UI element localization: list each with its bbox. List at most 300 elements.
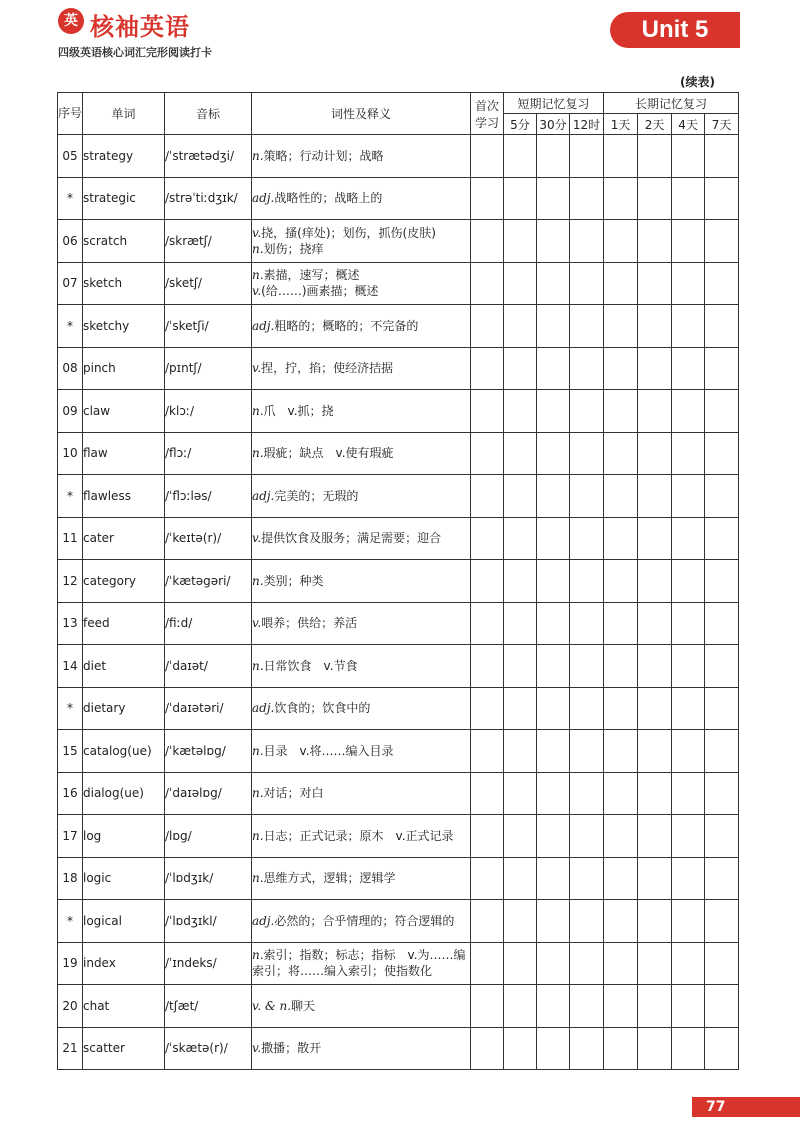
definition-line [252,573,470,589]
definition-line [252,241,470,257]
review-checkbox[interactable] [705,347,739,390]
review-checkbox[interactable] [537,220,570,263]
review-checkbox[interactable] [570,1027,604,1070]
phonetic-cell: /ˈskætə(r)/ [165,1027,252,1070]
meaning-text: 策略；行动计划；战略 [263,148,384,163]
review-checkbox[interactable] [537,687,570,730]
review-checkbox[interactable] [705,815,739,858]
review-checkbox[interactable] [638,560,672,603]
part-of-speech: v. & n. [252,998,292,1013]
review-checkbox[interactable] [672,602,705,645]
review-checkbox[interactable] [705,730,739,773]
review-checkbox[interactable] [604,432,638,475]
review-checkbox[interactable] [537,517,570,560]
review-checkbox[interactable] [537,985,570,1028]
review-checkbox[interactable] [705,645,739,688]
first-study-checkbox[interactable] [471,900,504,943]
phonetic-cell: /ˈdaɪət/ [165,645,252,688]
review-checkbox[interactable] [705,262,739,305]
review-checkbox[interactable] [604,347,638,390]
first-study-checkbox[interactable] [471,177,504,220]
review-checkbox[interactable] [705,560,739,603]
review-checkbox[interactable] [537,262,570,305]
header-long-2d: 2天 [638,114,672,135]
table-row [58,347,739,390]
word-cell: strategy [83,135,165,178]
word-cell: diet [83,645,165,688]
review-checkbox[interactable] [705,942,739,985]
row-number: 18 [58,857,83,900]
row-number: 06 [58,220,83,263]
review-checkbox[interactable] [604,220,638,263]
part-of-speech: n. [252,446,264,461]
header-word: 单词 [83,93,165,135]
vocabulary-table [57,92,739,1070]
definition-cell [252,560,471,603]
table-row [58,220,739,263]
review-checkbox[interactable] [604,390,638,433]
review-checkbox[interactable] [705,220,739,263]
review-checkbox[interactable] [638,942,672,985]
definition-line [252,267,470,283]
review-checkbox[interactable] [638,1027,672,1070]
word-cell: logical [83,900,165,943]
review-checkbox[interactable] [570,560,604,603]
phonetic-cell: /strəˈtiːdʒɪk/ [165,177,252,220]
phonetic-cell: /ˈɪndeks/ [165,942,252,985]
definition-line [252,445,470,461]
review-checkbox[interactable] [504,475,537,518]
review-checkbox[interactable] [570,390,604,433]
meaning-text: 瑕疵；缺点 v.使有瑕疵 [263,446,394,461]
table-row [58,1027,739,1070]
table-row [58,900,739,943]
review-checkbox[interactable] [504,985,537,1028]
first-study-checkbox[interactable] [471,730,504,773]
review-checkbox[interactable] [504,220,537,263]
review-checkbox[interactable] [604,560,638,603]
meaning-text: 日志；正式记录；原木 v.正式记录 [263,828,454,843]
review-checkbox[interactable] [537,730,570,773]
definition-cell [252,517,471,560]
meaning-text: 挠，搔(痒处)；划伤，抓伤(皮肤) [261,225,436,240]
definition-cell [252,815,471,858]
review-checkbox[interactable] [604,305,638,348]
review-checkbox[interactable] [537,942,570,985]
definition-line [252,488,470,504]
row-number: 20 [58,985,83,1028]
review-checkbox[interactable] [504,772,537,815]
meaning-text: 对话；对白 [263,786,324,801]
review-checkbox[interactable] [604,857,638,900]
brand-title: 核袖英语 [90,12,190,41]
review-checkbox[interactable] [672,432,705,475]
first-study-checkbox[interactable] [471,602,504,645]
first-study-checkbox[interactable] [471,432,504,475]
review-checkbox[interactable] [604,730,638,773]
review-checkbox[interactable] [537,135,570,178]
review-checkbox[interactable] [672,135,705,178]
review-checkbox[interactable] [570,432,604,475]
review-checkbox[interactable] [504,730,537,773]
review-checkbox[interactable] [638,135,672,178]
review-checkbox[interactable] [537,347,570,390]
phonetic-cell: /ˈlɒdʒɪkl/ [165,900,252,943]
review-checkbox[interactable] [504,135,537,178]
review-checkbox[interactable] [537,815,570,858]
table-row [58,687,739,730]
first-study-checkbox[interactable] [471,475,504,518]
review-checkbox[interactable] [604,942,638,985]
first-study-checkbox[interactable] [471,517,504,560]
review-checkbox[interactable] [570,220,604,263]
header-first-study: 首次学习 [471,93,504,135]
continued-label: (续表) [680,75,715,89]
review-checkbox[interactable] [604,135,638,178]
review-checkbox[interactable] [705,985,739,1028]
review-checkbox[interactable] [705,135,739,178]
review-checkbox[interactable] [570,475,604,518]
review-checkbox[interactable] [570,815,604,858]
meaning-text: 思维方式，逻辑；逻辑学 [263,871,396,886]
part-of-speech: v. [252,1041,262,1056]
review-checkbox[interactable] [672,517,705,560]
first-study-checkbox[interactable] [471,262,504,305]
definition-cell [252,177,471,220]
part-of-speech: v. [252,616,262,631]
review-checkbox[interactable] [672,475,705,518]
definition-line [252,658,470,674]
review-checkbox[interactable] [504,347,537,390]
review-checkbox[interactable] [672,687,705,730]
review-checkbox[interactable] [672,262,705,305]
first-study-checkbox[interactable] [471,347,504,390]
review-checkbox[interactable] [504,560,537,603]
part-of-speech: n. [252,743,264,758]
part-of-speech: v. [252,531,262,546]
part-of-speech: n. [252,871,264,886]
review-checkbox[interactable] [504,262,537,305]
first-study-checkbox[interactable] [471,815,504,858]
definition-line [252,318,470,334]
review-checkbox[interactable] [705,1027,739,1070]
header-phonetic: 音标 [165,93,252,135]
row-number: * [58,305,83,348]
review-checkbox[interactable] [672,857,705,900]
review-checkbox[interactable] [570,177,604,220]
header-long-1d: 1天 [604,114,638,135]
review-checkbox[interactable] [672,347,705,390]
review-checkbox[interactable] [570,772,604,815]
review-checkbox[interactable] [672,1027,705,1070]
review-checkbox[interactable] [604,1027,638,1070]
review-checkbox[interactable] [570,687,604,730]
review-checkbox[interactable] [504,177,537,220]
first-study-checkbox[interactable] [471,985,504,1028]
meaning-text: 目录 v.将……编入目录 [263,743,394,758]
review-checkbox[interactable] [672,560,705,603]
first-study-checkbox[interactable] [471,390,504,433]
review-checkbox[interactable] [537,1027,570,1070]
review-checkbox[interactable] [504,517,537,560]
review-checkbox[interactable] [504,305,537,348]
review-checkbox[interactable] [570,857,604,900]
review-checkbox[interactable] [638,177,672,220]
definition-line [252,615,470,631]
review-checkbox[interactable] [638,645,672,688]
definition-line [252,148,470,164]
review-checkbox[interactable] [672,177,705,220]
review-checkbox[interactable] [638,390,672,433]
row-number: 16 [58,772,83,815]
header-no: 序号 [58,93,83,135]
review-checkbox[interactable] [604,900,638,943]
phonetic-cell: /tʃæt/ [165,985,252,1028]
review-checkbox[interactable] [537,857,570,900]
review-checkbox[interactable] [537,900,570,943]
brand-logo-icon: 英 [58,8,84,34]
meaning-text: 素描，速写；概述 [263,268,360,283]
review-checkbox[interactable] [638,475,672,518]
review-checkbox[interactable] [504,1027,537,1070]
definition-cell [252,645,471,688]
review-checkbox[interactable] [638,305,672,348]
review-checkbox[interactable] [537,305,570,348]
table-row [58,135,739,178]
part-of-speech: adj. [252,488,275,503]
first-study-checkbox[interactable] [471,857,504,900]
definition-line [252,785,470,801]
meaning-text: 粗略的；概略的；不完备的 [274,318,419,333]
word-cell: claw [83,390,165,433]
review-checkbox[interactable] [705,900,739,943]
review-checkbox[interactable] [537,772,570,815]
first-study-checkbox[interactable] [471,645,504,688]
definition-cell [252,602,471,645]
review-checkbox[interactable] [672,772,705,815]
meaning-text: 战略性的；战略上的 [274,191,383,206]
definition-cell [252,985,471,1028]
review-checkbox[interactable] [638,900,672,943]
review-checkbox[interactable] [504,942,537,985]
review-checkbox[interactable] [570,262,604,305]
review-checkbox[interactable] [570,730,604,773]
review-checkbox[interactable] [638,262,672,305]
header-long-term: 长期记忆复习 [604,93,739,114]
review-checkbox[interactable] [504,900,537,943]
row-number: * [58,475,83,518]
review-checkbox[interactable] [638,432,672,475]
table-row [58,390,739,433]
row-number: 08 [58,347,83,390]
first-study-checkbox[interactable] [471,1027,504,1070]
review-checkbox[interactable] [604,772,638,815]
phonetic-cell: /ˈkeɪtə(r)/ [165,517,252,560]
review-checkbox[interactable] [672,390,705,433]
part-of-speech: adj. [252,701,275,716]
review-checkbox[interactable] [705,602,739,645]
review-checkbox[interactable] [604,645,638,688]
review-checkbox[interactable] [604,262,638,305]
review-checkbox[interactable] [570,135,604,178]
table-row [58,305,739,348]
first-study-checkbox[interactable] [471,687,504,730]
unit-badge: Unit 5 [610,12,740,48]
review-checkbox[interactable] [604,687,638,730]
review-checkbox[interactable] [638,220,672,263]
review-checkbox[interactable] [705,857,739,900]
word-cell: sketch [83,262,165,305]
phonetic-cell: /ˈdaɪətəri/ [165,687,252,730]
review-checkbox[interactable] [537,560,570,603]
review-checkbox[interactable] [705,772,739,815]
first-study-checkbox[interactable] [471,772,504,815]
review-checkbox[interactable] [504,687,537,730]
review-checkbox[interactable] [705,305,739,348]
review-checkbox[interactable] [570,305,604,348]
review-checkbox[interactable] [672,305,705,348]
word-cell: cater [83,517,165,560]
review-checkbox[interactable] [705,687,739,730]
table-row [58,517,739,560]
review-checkbox[interactable] [570,942,604,985]
first-study-checkbox[interactable] [471,135,504,178]
review-checkbox[interactable] [672,985,705,1028]
review-checkbox[interactable] [638,857,672,900]
phonetic-cell: /sketʃ/ [165,262,252,305]
part-of-speech: n. [252,658,264,673]
review-checkbox[interactable] [537,645,570,688]
review-checkbox[interactable] [570,347,604,390]
definition-line [252,283,470,299]
phonetic-cell: /ˈstrætədʒi/ [165,135,252,178]
phonetic-cell: /ˈlɒdʒɪk/ [165,857,252,900]
review-checkbox[interactable] [705,475,739,518]
review-checkbox[interactable] [638,517,672,560]
review-checkbox[interactable] [604,475,638,518]
part-of-speech: adj. [252,318,275,333]
page-header [0,0,800,95]
review-checkbox[interactable] [638,815,672,858]
meaning-text: 爪 v.抓；挠 [263,403,334,418]
word-cell: scatter [83,1027,165,1070]
definition-line [252,998,470,1014]
part-of-speech: v. [252,284,262,299]
page-number: 77 [692,1097,800,1117]
review-checkbox[interactable] [705,517,739,560]
definition-cell [252,475,471,518]
definition-line [252,828,470,844]
phonetic-cell: /ˈsketʃi/ [165,305,252,348]
review-checkbox[interactable] [504,390,537,433]
definition-line [252,225,470,241]
review-checkbox[interactable] [537,602,570,645]
meaning-text: (给……)画素描；概述 [261,284,379,299]
review-checkbox[interactable] [537,432,570,475]
phonetic-cell: /lɒg/ [165,815,252,858]
review-checkbox[interactable] [672,942,705,985]
header-short-30min: 30分 [537,114,570,135]
review-checkbox[interactable] [570,602,604,645]
row-number: 05 [58,135,83,178]
review-checkbox[interactable] [638,772,672,815]
review-checkbox[interactable] [504,432,537,475]
review-checkbox[interactable] [537,475,570,518]
review-checkbox[interactable] [705,432,739,475]
word-cell: strategic [83,177,165,220]
definition-line [252,743,470,759]
review-checkbox[interactable] [638,687,672,730]
review-checkbox[interactable] [705,177,739,220]
review-checkbox[interactable] [672,900,705,943]
first-study-checkbox[interactable] [471,560,504,603]
table-row [58,475,739,518]
row-number: 09 [58,390,83,433]
review-checkbox[interactable] [604,177,638,220]
first-study-checkbox[interactable] [471,942,504,985]
first-study-checkbox[interactable] [471,305,504,348]
phonetic-cell: /skrætʃ/ [165,220,252,263]
meaning-text: 提供饮食及服务；满足需要；迎合 [261,531,442,546]
review-checkbox[interactable] [504,857,537,900]
part-of-speech: n. [252,573,264,588]
review-checkbox[interactable] [537,390,570,433]
table-row [58,560,739,603]
review-checkbox[interactable] [504,645,537,688]
meaning-text: 喂养；供给；养活 [261,616,358,631]
review-checkbox[interactable] [638,730,672,773]
review-checkbox[interactable] [638,347,672,390]
review-checkbox[interactable] [672,645,705,688]
definition-line [252,1040,470,1056]
review-checkbox[interactable] [604,602,638,645]
definition-line [252,870,470,886]
review-checkbox[interactable] [537,177,570,220]
word-cell: dialog(ue) [83,772,165,815]
review-checkbox[interactable] [604,517,638,560]
review-checkbox[interactable] [570,645,604,688]
meaning-text: 捏，拧，掐；使经济拮据 [261,361,394,376]
review-checkbox[interactable] [504,602,537,645]
review-checkbox[interactable] [570,985,604,1028]
header-long-7d: 7天 [705,114,739,135]
review-checkbox[interactable] [638,985,672,1028]
review-checkbox[interactable] [570,517,604,560]
word-cell: index [83,942,165,985]
review-checkbox[interactable] [570,900,604,943]
part-of-speech: n. [252,948,264,963]
review-checkbox[interactable] [504,815,537,858]
definition-cell [252,900,471,943]
part-of-speech: adj. [252,191,275,206]
phonetic-cell: /klɔː/ [165,390,252,433]
review-checkbox[interactable] [672,815,705,858]
first-study-checkbox[interactable] [471,220,504,263]
word-cell: logic [83,857,165,900]
meaning-text: 饮食的；饮食中的 [274,701,371,716]
review-checkbox[interactable] [604,985,638,1028]
phonetic-cell: /fiːd/ [165,602,252,645]
table-row [58,857,739,900]
row-number: 21 [58,1027,83,1070]
review-checkbox[interactable] [604,815,638,858]
meaning-text: 类别；种类 [263,573,324,588]
review-checkbox[interactable] [672,730,705,773]
review-checkbox[interactable] [672,220,705,263]
header-short-5min: 5分 [504,114,537,135]
review-checkbox[interactable] [705,390,739,433]
review-checkbox[interactable] [638,602,672,645]
